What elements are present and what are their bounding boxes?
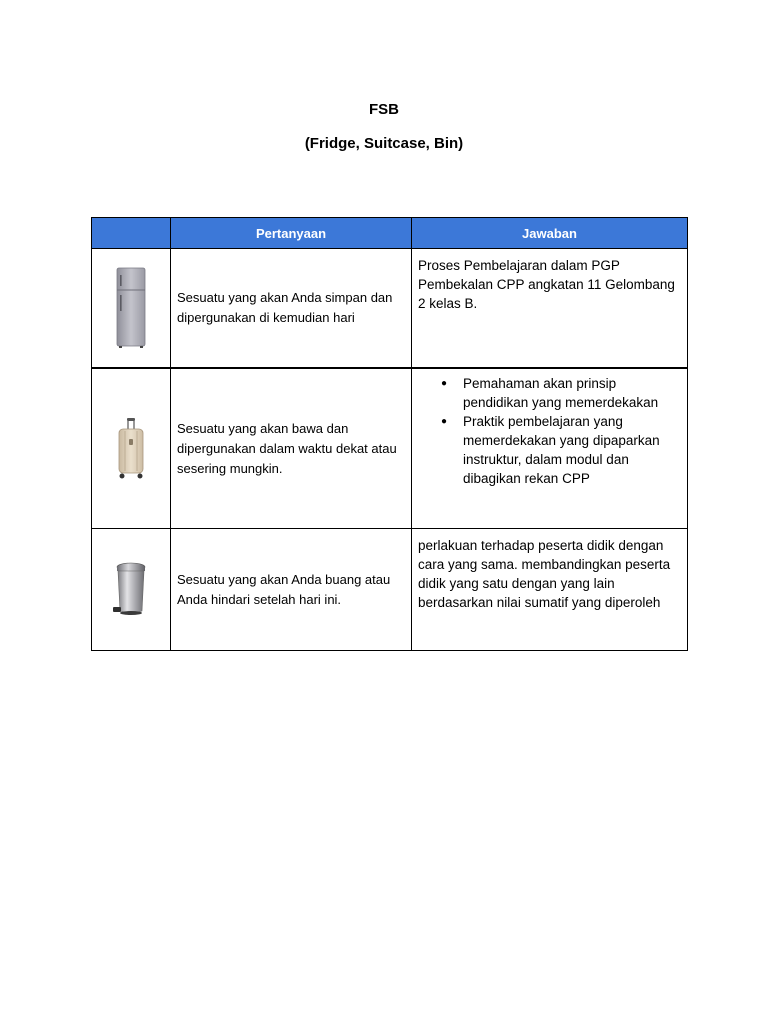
table-header-row: [92, 218, 688, 249]
trash-bin-icon: [111, 561, 151, 619]
question-cell: Sesuatu yang akan bawa dan dipergunakan dalam waktu dekat atau sesering mungkin.: [171, 368, 412, 529]
answer-cell: Proses Pembelajaran dalam PGP Pembekalan CPP angkatan 11 Gelombang 2 kelas B.: [412, 249, 688, 369]
question-cell: Sesuatu yang akan Anda simpan dan dipergunakan di kemudian hari: [171, 249, 412, 369]
question-cell: Sesuatu yang akan Anda buang atau Anda hindari setelah hari ini.: [171, 529, 412, 651]
image-cell: [92, 249, 171, 369]
list-item: ● Praktik pembelajaran yang memerdekakan yang dipaparkan instruktur, dalam modul dan dibagikan rekan CPP: [463, 412, 681, 488]
table-row: [92, 368, 688, 529]
header-pertanyaan: Pertanyaan: [171, 218, 412, 249]
suitcase-icon: [112, 417, 150, 481]
answer-cell: perlakuan terhadap peserta didik dengan cara yang sama. membandingkan peserta didik yang satu dengan yang lain berdasarkan nilai sumatif yang diperoleh: [412, 529, 688, 651]
image-cell: [92, 529, 171, 651]
header-image-column: [92, 218, 171, 249]
answer-cell: [412, 368, 688, 529]
fsb-table: [91, 217, 688, 651]
table-row: [92, 529, 688, 651]
document-subtitle: (Fridge, Suitcase, Bin): [304, 135, 464, 152]
header-jawaban: Jawaban: [412, 218, 688, 249]
fridge-icon: [111, 266, 151, 350]
document-title: FSB: [369, 101, 399, 118]
list-item: ● Pemahaman akan prinsip pendidikan yang memerdekakan: [463, 374, 681, 412]
answer-list: [418, 374, 681, 488]
image-cell: [92, 368, 171, 529]
table-row: [92, 249, 688, 369]
